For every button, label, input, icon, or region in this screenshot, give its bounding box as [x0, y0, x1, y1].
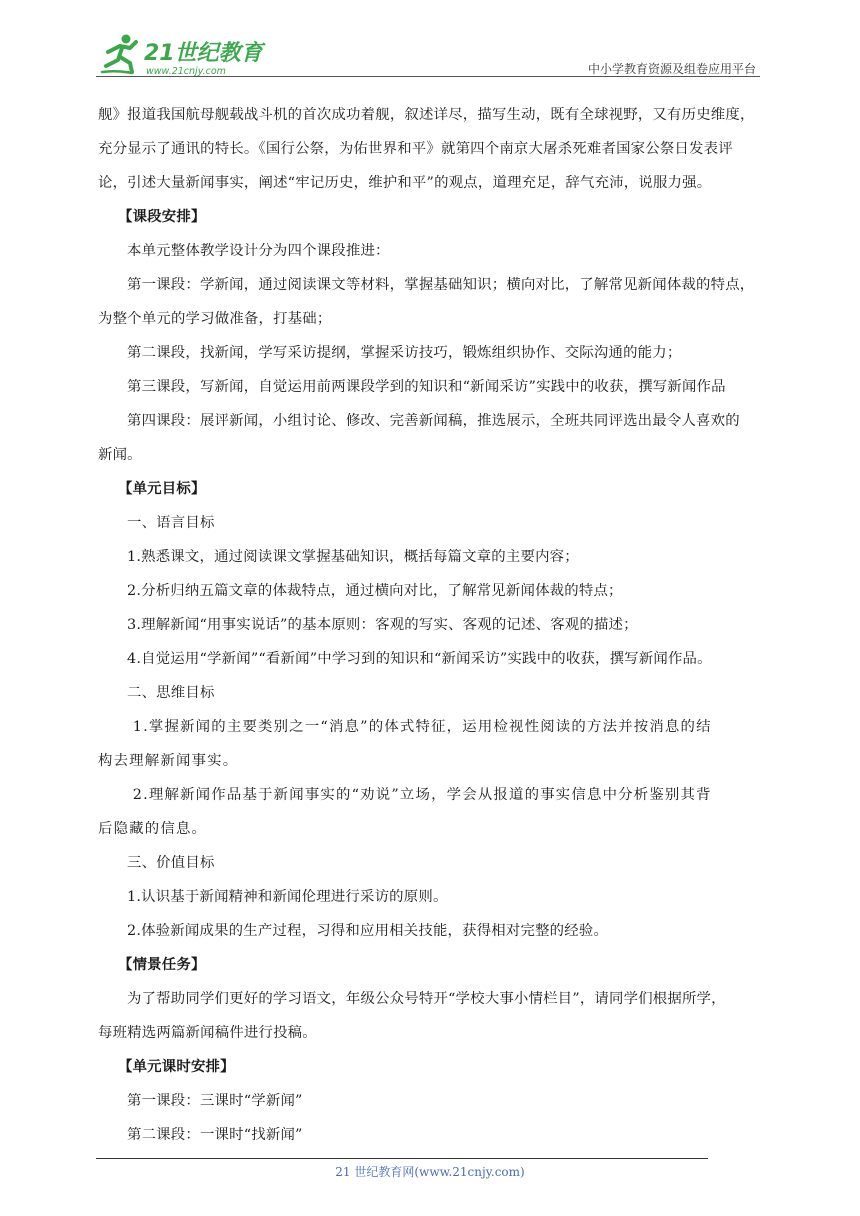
section-heading: 【单元课时安排】 — [118, 1058, 235, 1075]
paragraph-line: 论，引述大量新闻事实，阐述“牢记历史，维护和平”的观点，道理充足，辞气充沛，说服力强。 — [98, 175, 712, 191]
page-header — [96, 30, 760, 80]
logo-graphic — [96, 30, 276, 78]
section-heading: 【课段安排】 — [118, 208, 206, 225]
paragraph-line: 第三课段，写新闻，自觉运用前两课段学到的知识和“新闻采访”实践中的收获，撰写新闻作品 — [127, 379, 726, 395]
paragraph-line: 舰》报道我国航母舰载战斗机的首次成功着舰，叙述详尽，描写生动，既有全球视野，又有历史维度， — [98, 107, 755, 123]
paragraph-line: 一、语言目标 — [127, 515, 215, 531]
paragraph-line: 1.认识基于新闻精神和新闻伦理进行采访的原则。 — [127, 889, 448, 905]
paragraph-line: 1.掌握新闻的主要类别之一“消息”的体式特征，运用检视性阅读的方法并按消息的结 — [127, 719, 712, 735]
document-body — [98, 98, 762, 1152]
logo-text: 21世纪教育 — [144, 41, 263, 66]
page-footer[interactable]: 21 世纪教育网(www.21cnjy.com) — [335, 1165, 525, 1179]
paragraph-line: 第四课段：展评新闻，小组讨论、修改、完善新闻稿，推选展示，全班共同评选出最令人喜欢的 — [127, 413, 740, 429]
paragraph-line: 1.熟悉课文，通过阅读课文掌握基础知识，概括每篇文章的主要内容； — [127, 549, 579, 565]
section-heading: 【单元目标】 — [118, 480, 206, 497]
platform-name: 中小学教育资源及组卷应用平台 — [587, 62, 756, 76]
section-heading: 【情景任务】 — [118, 956, 206, 973]
paragraph-line: 2.分析归纳五篇文章的体裁特点，通过横向对比，了解常见新闻体裁的特点； — [127, 583, 623, 599]
paragraph-line: 二、思维目标 — [127, 685, 215, 701]
paragraph-line: 本单元整体教学设计分为四个课段推进： — [127, 243, 390, 259]
paragraph-line: 新闻。 — [98, 447, 142, 463]
site-logo[interactable] — [96, 30, 276, 78]
paragraph-line: 第一课段：三课时“学新闻” — [127, 1093, 303, 1109]
paragraph-line: 2.理解新闻作品基于新闻事实的“劝说”立场，学会从报道的事实信息中分析鉴别其背 — [127, 787, 712, 803]
paragraph-line: 3.理解新闻“用事实说话”的基本原则：客观的写实、客观的记述、客观的描述； — [127, 617, 638, 633]
paragraph-line: 为了帮助同学们更好的学习语文，年级公众号特开“学校大事小情栏目”，请同学们根据所学， — [127, 991, 726, 1007]
header-divider — [96, 76, 760, 77]
footer-divider — [96, 1158, 708, 1159]
paragraph-line: 构去理解新闻事实。 — [98, 753, 239, 769]
logo-url: www.21cnjy.com — [146, 66, 226, 77]
paragraph-line: 4.自觉运用“学新闻”“看新闻”中学习到的知识和“新闻采访”实践中的收获，撰写新闻作品。 — [127, 651, 712, 667]
paragraph-line: 2.体验新闻成果的生产过程，习得和应用相关技能，获得相对完整的经验。 — [127, 923, 609, 939]
paragraph-line: 后隐藏的信息。 — [98, 821, 208, 837]
paragraph-line: 每班精选两篇新闻稿件进行投稿。 — [98, 1025, 317, 1041]
paragraph-line: 第二课段：一课时“找新闻” — [127, 1127, 303, 1143]
paragraph-line: 三、价值目标 — [127, 855, 215, 871]
paragraph-line: 第二课段，找新闻，学写采访提纲，掌握采访技巧，锻炼组织协作、交际沟通的能力； — [127, 345, 682, 361]
paragraph-line: 第一课段：学新闻，通过阅读课文等材料，掌握基础知识；横向对比，了解常见新闻体裁的特点， — [127, 277, 755, 293]
paragraph-line: 充分显示了通讯的特长。《国行公祭，为佑世界和平》就第四个南京大屠杀死难者国家公祭日发表评 — [98, 141, 733, 157]
paragraph-line: 为整个单元的学习做准备，打基础； — [98, 311, 332, 327]
